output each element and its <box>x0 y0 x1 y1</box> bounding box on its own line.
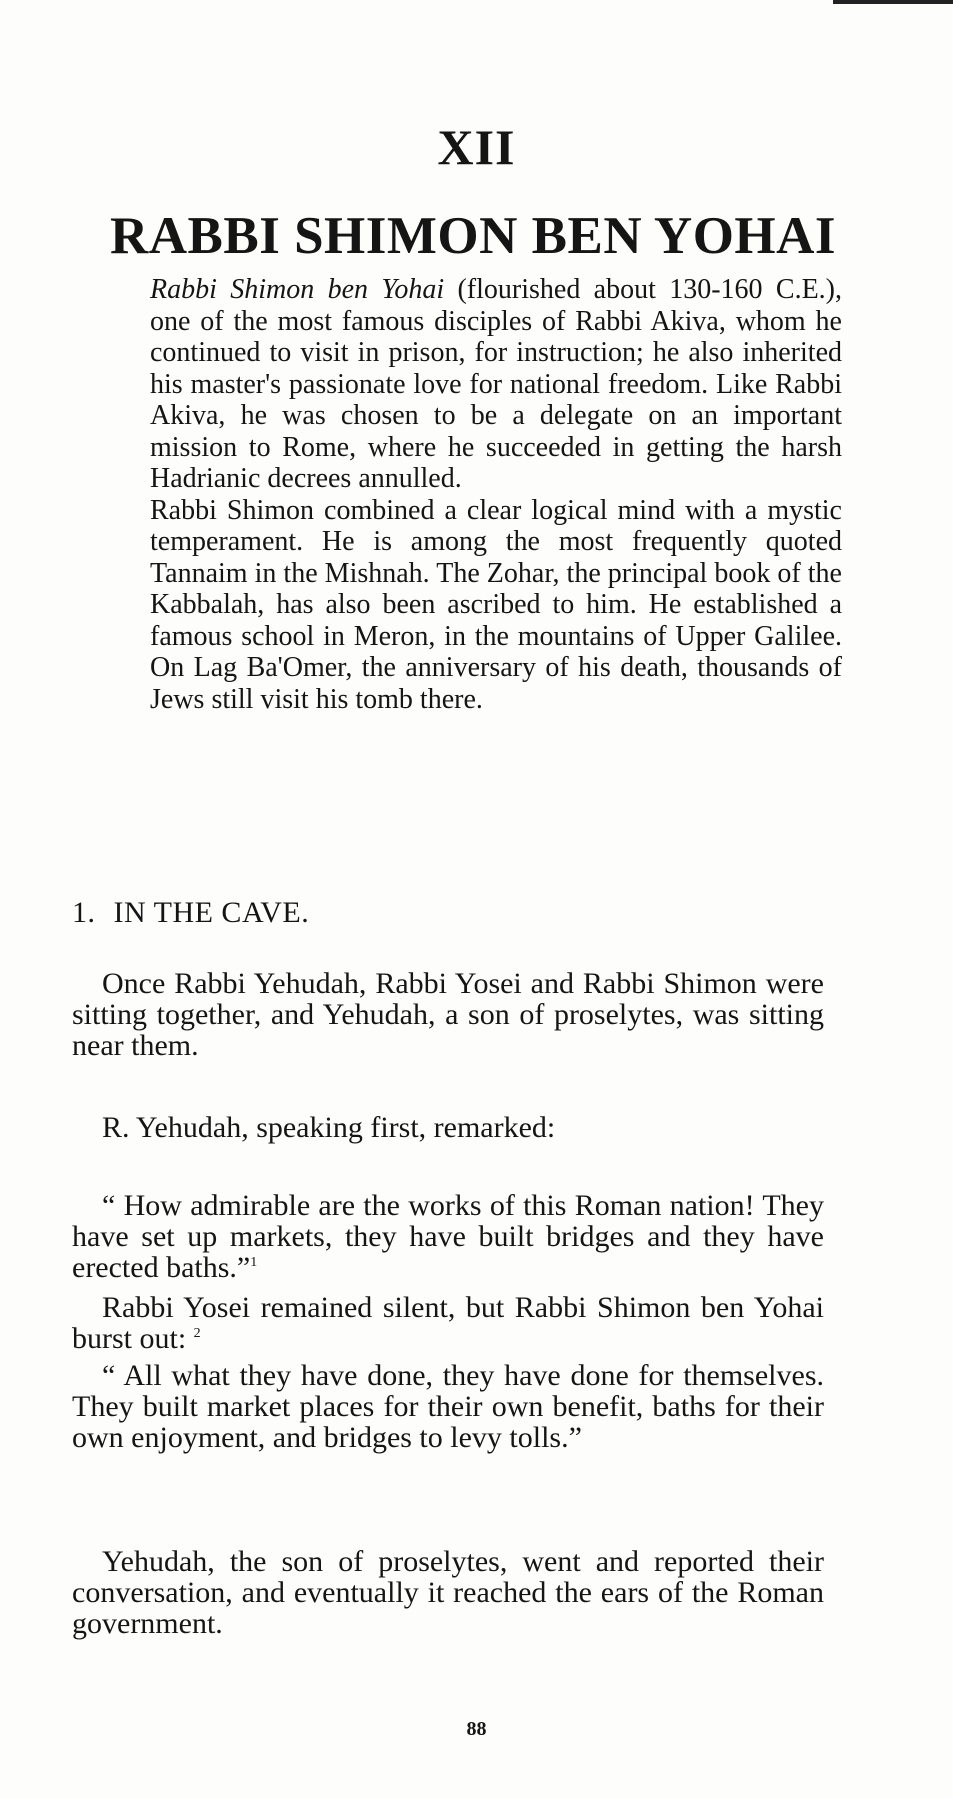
section-heading <box>72 896 309 930</box>
body-paragraph-5: “ All what they have done, they have done for themselves. They built market places for their own benefit, baths for their own enjoyment, and bridges to levy tolls.” <box>72 1359 824 1454</box>
intro-paragraph-1-text: (flourished about 130-160 C.E.), one of the most famous disciples of Rabbi Akiva, whom he continued to visit in prison, for instruction; he also inherited his master's passionate love for national freedom. Like Rabbi Akiva, he was chosen to be a delegate on an important mission to Rome, where he succeeded in getting the harsh Hadrianic decrees annulled. <box>150 274 842 494</box>
chapter-introduction <box>150 274 842 715</box>
body-paragraph-4-text: Rabbi Yosei remained silent, but Rabbi Shimon ben Yohai burst out: <box>72 1291 824 1355</box>
body-paragraph-4 <box>72 1292 824 1354</box>
body-paragraph-3 <box>72 1190 824 1283</box>
page-edge-shadow <box>833 0 953 4</box>
footnote-marker-2: 2 <box>193 1326 201 1341</box>
body-paragraph-1: Once Rabbi Yehudah, Rabbi Yosei and Rabbi Shimon were sitting together, and Yehudah, a son of proselytes, was sitting near them. <box>72 967 824 1062</box>
chapter-title: RABBI SHIMON BEN YOHAI <box>109 207 837 265</box>
page-number: 88 <box>466 1718 487 1740</box>
intro-name-italic: Rabbi Shimon ben Yohai <box>150 274 445 305</box>
body-paragraph-3-text: “ How admirable are the works of this Roman nation! They have set up markets, they have built bridges and they have erected baths.” <box>72 1189 824 1284</box>
chapter-number: XII <box>437 119 516 175</box>
intro-paragraph-2: Rabbi Shimon combined a clear logical mind with a mystic temperament. He is among the most frequently quoted Tannaim in the Mishnah. The Zohar, the principal book of the Kabbalah, has also been ascribed to him. He established a famous school in Meron, in the mountains of Upper Galilee. On Lag Ba'Omer, the anniversary of his death, thousands of Jews still visit his tomb there. <box>150 494 842 715</box>
intro-paragraph-1 <box>150 274 842 495</box>
body-paragraph-6: Yehudah, the son of proselytes, went and reported their conversation, and eventually it reached the ears of the Roman government. <box>72 1545 824 1640</box>
footnote-marker-1: 1 <box>250 1255 258 1270</box>
body-paragraph-2: R. Yehudah, speaking first, remarked: <box>102 1111 556 1144</box>
section-number: 1. <box>72 896 96 929</box>
section-title: IN THE CAVE. <box>113 896 310 929</box>
